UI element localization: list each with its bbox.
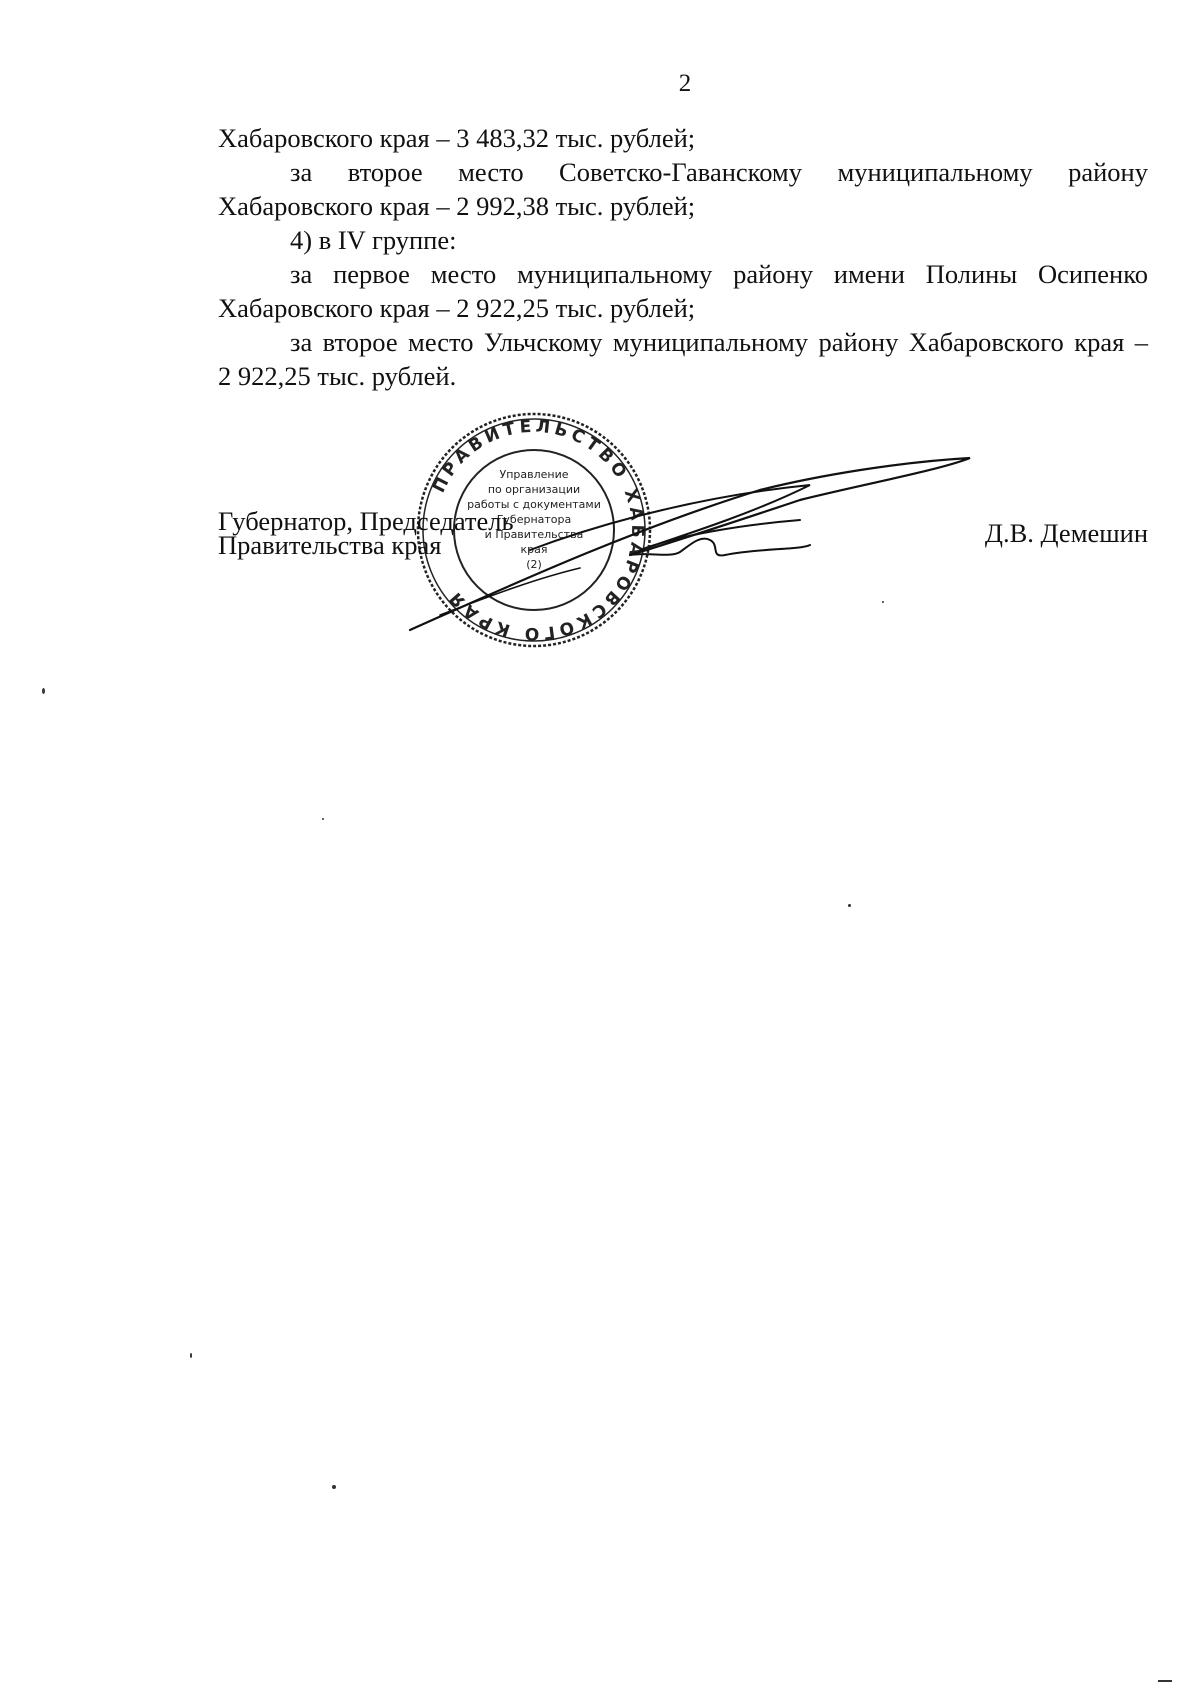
seal-line-7: (2) bbox=[526, 558, 542, 571]
seal-line-2: по организации bbox=[487, 483, 581, 496]
signatory-name: Д.В. Демешин bbox=[984, 518, 1148, 548]
body-text bbox=[218, 121, 1148, 393]
scan-speck bbox=[882, 601, 884, 603]
paragraph-4: 4) в IV группе: bbox=[290, 225, 457, 255]
scan-speck bbox=[332, 1485, 336, 1489]
seal-line-3: работы с документами bbox=[467, 498, 601, 511]
scan-speck bbox=[190, 1353, 192, 1358]
paragraph-5: за первое место муниципальному району имени Полины Осипенко bbox=[290, 259, 1148, 289]
paragraph-7: за второе место Ульчскому муниципальному району Хабаровского края – bbox=[290, 327, 1148, 357]
seal-outer-text: ПРАВИТЕЛЬСТВО ХАБАРОВСКОГО КРАЯ bbox=[429, 416, 648, 644]
seal-line-5: и Правительства bbox=[484, 528, 584, 541]
signatory-position-line-1: Губернатор, Председатель bbox=[218, 506, 514, 536]
scan-speck bbox=[322, 818, 324, 820]
page-number: 2 bbox=[678, 70, 692, 97]
signatory-position-line-2: Правительства края bbox=[218, 530, 442, 560]
seal-line-4: Губернатора bbox=[496, 513, 572, 526]
paragraph-1: Хабаровского края – 3 483,32 тыс. рублей; bbox=[218, 123, 696, 153]
scan-speck bbox=[1158, 1680, 1172, 1682]
paragraph-2: за второе место Советско-Гаванскому муниципальному району bbox=[290, 157, 1148, 187]
scan-speck bbox=[42, 688, 45, 694]
seal-line-6: края bbox=[520, 543, 548, 556]
paragraph-6: Хабаровского края – 2 922,25 тыс. рублей; bbox=[218, 293, 696, 323]
paragraph-3: Хабаровского края – 2 992,38 тыс. рублей; bbox=[218, 191, 696, 221]
seal-line-1: Управление bbox=[499, 468, 569, 481]
scan-speck bbox=[848, 904, 851, 907]
handwritten-signature bbox=[380, 440, 1000, 650]
paragraph-8: 2 922,25 тыс. рублей. bbox=[218, 361, 457, 391]
